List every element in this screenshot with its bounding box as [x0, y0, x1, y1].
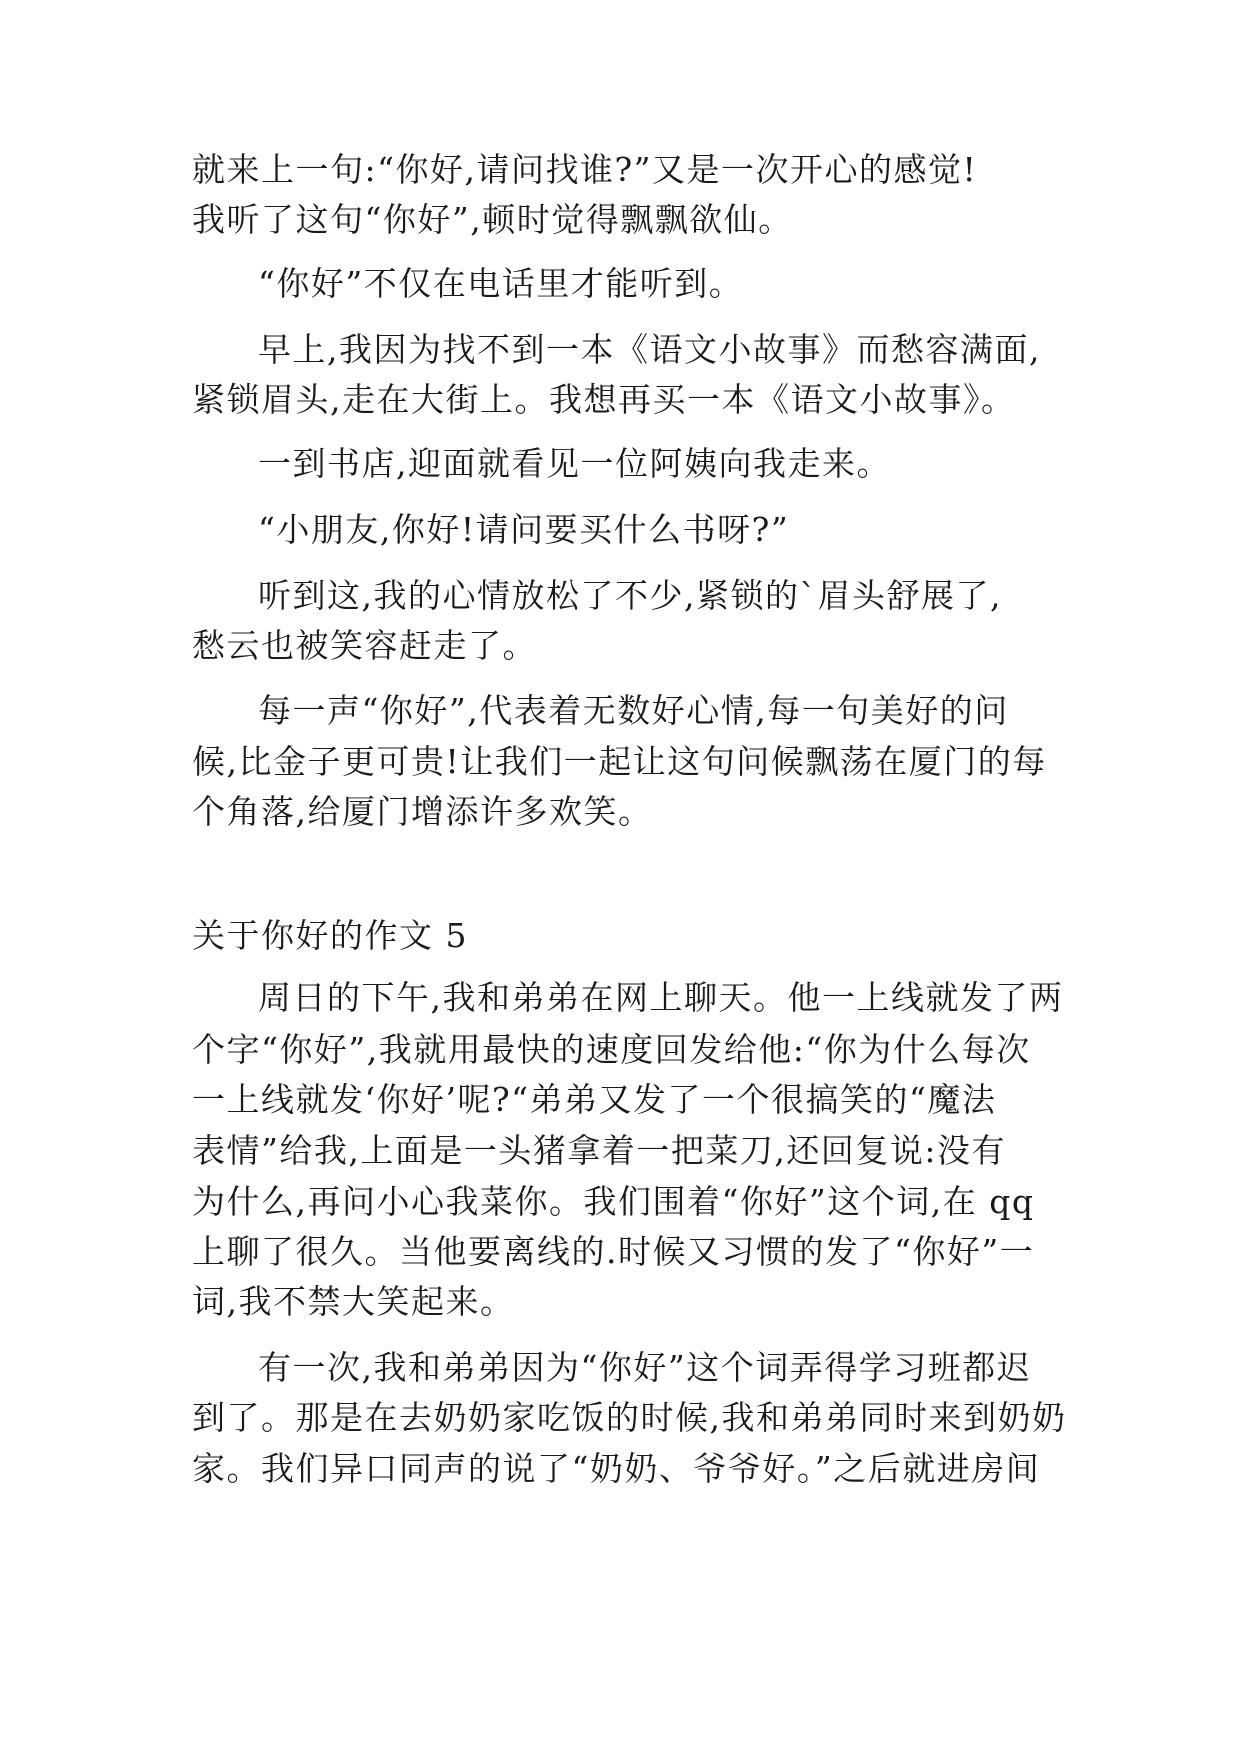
text-line: 一上线就发‘你好’呢?“弟弟又发了一个很搞笑的“魔法: [192, 1080, 997, 1119]
text-line: 家。我们异口同声的说了“奶奶、爷爷好。”之后就进房间: [192, 1449, 1041, 1488]
text-line: 候,比金子更可贵!让我们一起让这句问候飘荡在厦门的每: [192, 742, 1047, 781]
text-line: 个角落,给厦门增添许多欢笑。: [192, 792, 653, 831]
text-line: 我听了这句“你好”,顿时觉得飘飘欲仙。: [192, 200, 793, 239]
section-heading: 关于你好的作文 5: [192, 916, 468, 955]
text-line: 每一声“你好”,代表着无数好心情,每一句美好的问: [258, 691, 1009, 730]
text-line: 紧锁眉头,走在大街上。我想再买一本《语文小故事》。: [192, 380, 1016, 419]
text-line: 一到书店,迎面就看见一位阿姨向我走来。: [258, 444, 891, 483]
text-line: 早上,我因为找不到一本《语文小故事》而愁容满面,: [258, 330, 1041, 369]
text-line: 有一次,我和弟弟因为“你好”这个词弄得学习班都迟: [258, 1348, 1032, 1387]
text-line: 周日的下午,我和弟弟在网上聊天。他一上线就发了两: [258, 978, 1064, 1017]
text-line: “小朋友,你好!请问要买什么书呀?”: [258, 510, 790, 549]
text-line: 就来上一句:“你好,请问找谁?”又是一次开心的感觉!: [192, 150, 978, 189]
text-line: 表情”给我,上面是一头猪拿着一把菜刀,还回复说:没有: [192, 1131, 1006, 1170]
text-line: “你好”不仅在电话里才能听到。: [258, 264, 744, 303]
text-line: 个字“你好”,我就用最快的速度回发给他:“你为什么每次: [192, 1030, 1031, 1069]
text-line: 为什么,再问小心我菜你。我们围着“你好”这个词,在 qq: [192, 1182, 1035, 1221]
text-line: 上聊了很久。当他要离线的.时候又习惯的发了“你好”一: [192, 1232, 1035, 1271]
text-line: 到了。那是在去奶奶家吃饭的时候,我和弟弟同时来到奶奶: [192, 1398, 1067, 1437]
text-line: 愁云也被笑容赶走了。: [192, 626, 537, 665]
text-line: 听到这,我的心情放松了不少,紧锁的`眉头舒展了,: [258, 576, 1002, 615]
text-line: 词,我不禁大笑起来。: [192, 1282, 515, 1321]
